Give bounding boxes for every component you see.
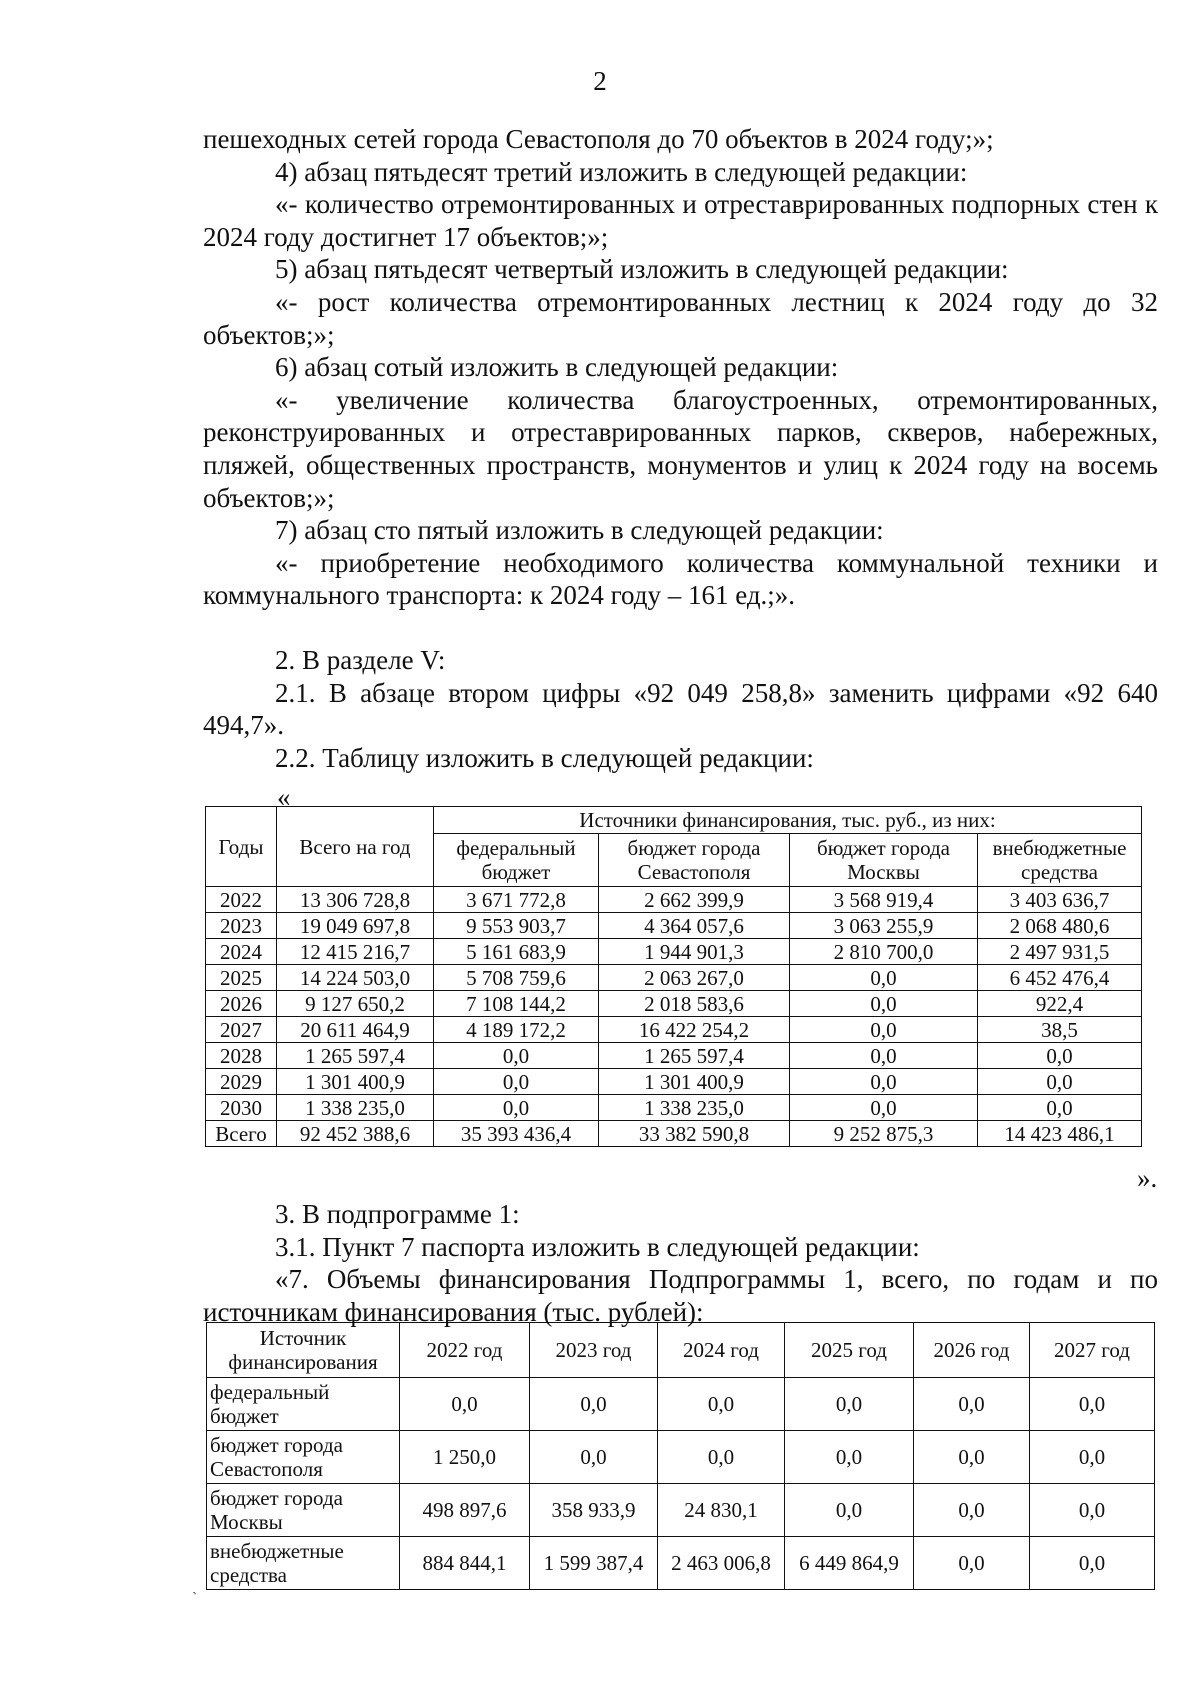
value-cell: 3 063 255,9: [790, 913, 978, 939]
value-cell: 3 403 636,7: [978, 887, 1142, 913]
table-row: [206, 1095, 1142, 1121]
value-cell: 0,0: [785, 1484, 914, 1537]
body-text-top: [203, 123, 1158, 774]
value-cell: 92 452 388,6: [277, 1121, 434, 1147]
subprogram-item-1: 3.1. Пункт 7 паспорта изложить в следующей редакции:: [275, 1231, 920, 1262]
value-cell: 0,0: [530, 1378, 658, 1431]
header-federal: федеральный бюджет: [434, 834, 599, 887]
value-cell: 0,0: [790, 1069, 978, 1095]
value-cell: 0,0: [785, 1431, 914, 1484]
value-cell: 0,0: [914, 1537, 1030, 1590]
year-cell: 2023: [206, 913, 277, 939]
paragraph: «- приобретение необходимого количества коммунальной техники и коммунального транспорта: к 2024 году – 161 ед.;».: [203, 547, 1158, 611]
year-cell: 2025: [206, 965, 277, 991]
quote-close: ».: [1137, 1163, 1158, 1193]
quote-open: «: [277, 782, 291, 812]
header-year: 2025 год: [785, 1323, 914, 1378]
value-cell: 2 497 931,5: [978, 939, 1142, 965]
value-cell: 498 897,6: [400, 1484, 530, 1537]
table-row: [206, 1043, 1142, 1069]
table-row: [206, 991, 1142, 1017]
header-years: Годы: [206, 807, 277, 887]
value-cell: 0,0: [1030, 1431, 1155, 1484]
value-cell: 1 338 235,0: [277, 1095, 434, 1121]
value-cell: 0,0: [1030, 1537, 1155, 1590]
financing-table: [205, 806, 1142, 1147]
paragraph: 7) абзац сто пятый изложить в следующей редакции:: [275, 515, 884, 546]
table-row: [206, 1069, 1142, 1095]
value-cell: 4 189 172,2: [434, 1017, 599, 1043]
value-cell: 1 250,0: [400, 1431, 530, 1484]
value-cell: 14 224 503,0: [277, 965, 434, 991]
value-cell: 7 108 144,2: [434, 991, 599, 1017]
value-cell: 2 662 399,9: [599, 887, 790, 913]
value-cell: 1 338 235,0: [599, 1095, 790, 1121]
value-cell: 12 415 216,7: [277, 939, 434, 965]
body-text-subprogram: [203, 1198, 1158, 1328]
value-cell: 3 671 772,8: [434, 887, 599, 913]
value-cell: 4 364 057,6: [599, 913, 790, 939]
table-row: [207, 1378, 1155, 1431]
header-year: 2022 год: [400, 1323, 530, 1378]
value-cell: 9 127 650,2: [277, 991, 434, 1017]
table-row: [207, 1431, 1155, 1484]
value-cell: 2 463 006,8: [658, 1537, 785, 1590]
subprogram-table-header: [207, 1323, 1155, 1378]
year-cell: 2028: [206, 1043, 277, 1069]
source-cell: бюджет города Севастополя: [207, 1431, 400, 1484]
value-cell: 0,0: [434, 1069, 599, 1095]
header-year: 2023 год: [530, 1323, 658, 1378]
header-total: Всего на год: [277, 807, 434, 887]
header-year: 2027 год: [1030, 1323, 1155, 1378]
value-cell: 884 844,1: [400, 1537, 530, 1590]
value-cell: 20 611 464,9: [277, 1017, 434, 1043]
value-cell: 0,0: [790, 991, 978, 1017]
value-cell: 922,4: [978, 991, 1142, 1017]
year-cell: 2022: [206, 887, 277, 913]
section-v-item-2: 2.2. Таблицу изложить в следующей редакции:: [275, 742, 814, 773]
value-cell: 0,0: [785, 1378, 914, 1431]
value-cell: 19 049 697,8: [277, 913, 434, 939]
value-cell: 0,0: [914, 1431, 1030, 1484]
value-cell: 358 933,9: [530, 1484, 658, 1537]
value-cell: 0,0: [530, 1431, 658, 1484]
header-extrabudget: внебюджетные средства: [978, 834, 1142, 887]
value-cell: 5 708 759,6: [434, 965, 599, 991]
value-cell: 13 306 728,8: [277, 887, 434, 913]
page-number: 2: [593, 66, 607, 96]
value-cell: 1 265 597,4: [599, 1043, 790, 1069]
value-cell: 24 830,1: [658, 1484, 785, 1537]
subprogram-heading: 3. В подпрограмме 1:: [275, 1199, 520, 1229]
value-cell: 9 553 903,7: [434, 913, 599, 939]
value-cell: 2 810 700,0: [790, 939, 978, 965]
year-cell: 2029: [206, 1069, 277, 1095]
value-cell: 0,0: [790, 1043, 978, 1069]
value-cell: 0,0: [1030, 1378, 1155, 1431]
value-cell: 0,0: [914, 1378, 1030, 1431]
header-year: 2024 год: [658, 1323, 785, 1378]
value-cell: 0,0: [658, 1431, 785, 1484]
value-cell: 2 018 583,6: [599, 991, 790, 1017]
value-cell: 0,0: [658, 1378, 785, 1431]
table-row: [206, 1121, 1142, 1147]
value-cell: 33 382 590,8: [599, 1121, 790, 1147]
header-sevastopol: бюджет города Севастополя: [599, 834, 790, 887]
paragraph: пешеходных сетей города Севастополя до 70 объектов в 2024 году;»;: [203, 124, 994, 154]
subprogram-item-2: «7. Объемы финансирования Подпрограммы 1, всего, по годам и по источникам финансирования (тыс. рублей):: [203, 1264, 1158, 1327]
year-cell: 2024: [206, 939, 277, 965]
value-cell: 0,0: [978, 1095, 1142, 1121]
source-cell: бюджет города Москвы: [207, 1484, 400, 1537]
paragraph: «- количество отремонтированных и отреставрированных подпорных стен к 2024 году достигнет 17 объектов;»;: [203, 189, 1158, 252]
table-row: [206, 1017, 1142, 1043]
year-cell: Всего: [206, 1121, 277, 1147]
table-row: [206, 887, 1142, 913]
paragraph: «- рост количества отремонтированных лестниц к 2024 году до 32 объектов;»;: [203, 286, 1158, 350]
value-cell: 5 161 683,9: [434, 939, 599, 965]
value-cell: 35 393 436,4: [434, 1121, 599, 1147]
header-year: 2026 год: [914, 1323, 1030, 1378]
value-cell: 0,0: [914, 1484, 1030, 1537]
header-source: Источник финансирования: [207, 1323, 400, 1378]
value-cell: 38,5: [978, 1017, 1142, 1043]
value-cell: 1 301 400,9: [599, 1069, 790, 1095]
value-cell: 6 449 864,9: [785, 1537, 914, 1590]
table-row: [206, 913, 1142, 939]
table-row: [206, 939, 1142, 965]
section-v-item-1: 2.1. В абзаце втором цифры «92 049 258,8» заменить цифрами «92 640 494,7».: [203, 677, 1158, 741]
financing-table-body: [206, 887, 1142, 1147]
value-cell: 1 301 400,9: [277, 1069, 434, 1095]
value-cell: 1 265 597,4: [277, 1043, 434, 1069]
subprogram-table-body: [207, 1378, 1155, 1590]
value-cell: 0,0: [790, 1095, 978, 1121]
value-cell: 2 063 267,0: [599, 965, 790, 991]
table-row: [206, 965, 1142, 991]
value-cell: 9 252 875,3: [790, 1121, 978, 1147]
value-cell: 0,0: [434, 1043, 599, 1069]
value-cell: 1 599 387,4: [530, 1537, 658, 1590]
table-row: [207, 1484, 1155, 1537]
value-cell: 0,0: [978, 1043, 1142, 1069]
year-cell: 2027: [206, 1017, 277, 1043]
value-cell: 0,0: [400, 1378, 530, 1431]
header-moscow: бюджет города Москвы: [790, 834, 978, 887]
value-cell: 1 944 901,3: [599, 939, 790, 965]
value-cell: 0,0: [790, 1017, 978, 1043]
scan-mark: ˏ: [192, 1578, 198, 1595]
source-cell: внебюджетные средства: [207, 1537, 400, 1590]
paragraph: 5) абзац пятьдесят четвертый изложить в следующей редакции:: [275, 254, 1009, 285]
year-cell: 2026: [206, 991, 277, 1017]
value-cell: 0,0: [790, 965, 978, 991]
value-cell: 3 568 919,4: [790, 887, 978, 913]
paragraph: 4) абзац пятьдесят третий изложить в следующей редакции:: [275, 156, 968, 187]
value-cell: 6 452 476,4: [978, 965, 1142, 991]
value-cell: 0,0: [978, 1069, 1142, 1095]
year-cell: 2030: [206, 1095, 277, 1121]
value-cell: 0,0: [1030, 1484, 1155, 1537]
section-v-heading: 2. В разделе V:: [275, 644, 446, 675]
paragraph: 6) абзац сотый изложить в следующей редакции:: [275, 352, 839, 383]
value-cell: 2 068 480,6: [978, 913, 1142, 939]
paragraph: «- увеличение количества благоустроенных, отремонтированных, реконструированных и отреставрированных парков, скверов, набережных, пляжей, общественных пространств, монументов и улиц к 2024 году на восемь объектов;»;: [203, 384, 1158, 513]
header-sources: Источники финансирования, тыс. руб., из них:: [434, 807, 1142, 834]
value-cell: 0,0: [434, 1095, 599, 1121]
subprogram-financing-table: [206, 1322, 1155, 1590]
value-cell: 14 423 486,1: [978, 1121, 1142, 1147]
table-row: [207, 1537, 1155, 1590]
value-cell: 16 422 254,2: [599, 1017, 790, 1043]
source-cell: федеральный бюджет: [207, 1378, 400, 1431]
